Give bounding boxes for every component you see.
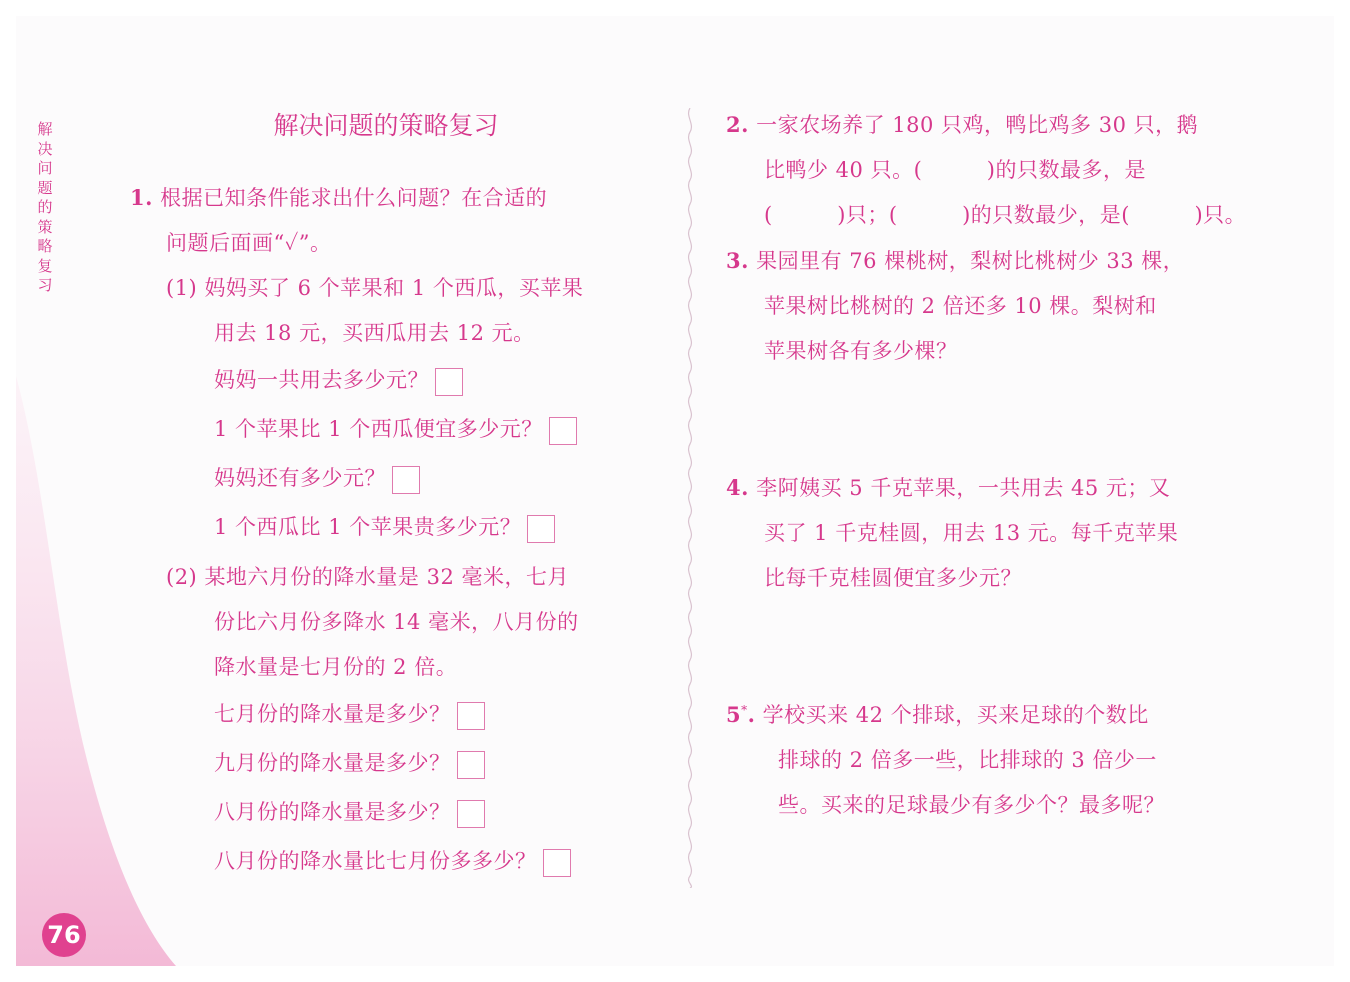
check-box[interactable]: [457, 800, 485, 828]
q1-stem-line1: 1. 根据已知条件能求出什么问题？在合适的: [130, 185, 548, 210]
q4-line2: 买了 1 千克桂圆，用去 13 元。每千克苹果: [764, 521, 1179, 545]
q3-line1: 3. 果园里有 76 棵桃树，梨树比桃树少 33 棵，: [726, 248, 1185, 273]
side-chapter-label: 解 决 问 题 的 策 略 复 习: [37, 120, 53, 294]
q1-part1-item: 1 个苹果比 1 个西瓜便宜多少元？: [214, 413, 577, 445]
q5-line3: 些。买来的足球最少有多少个？最多呢？: [778, 793, 1165, 817]
q3-line3: 苹果树各有多少棵？: [764, 339, 958, 363]
check-box[interactable]: [527, 515, 555, 543]
q1-part1-item: 1 个西瓜比 1 个苹果贵多少元？: [214, 511, 555, 543]
q1-stem-line2: 问题后面画“✓”。: [166, 231, 332, 255]
q1-part2-line3: 降水量是七月份的 2 倍。: [214, 655, 458, 679]
page-title: 解决问题的策略复习: [273, 111, 499, 140]
q1-part2-item: 八月份的降水量是多少？: [214, 796, 485, 828]
q4-line1: 4. 李阿姨买 5 千克苹果，一共用去 45 元；又: [726, 475, 1171, 500]
check-box[interactable]: [392, 466, 420, 494]
q1-part2-item: 八月份的降水量比七月份多多少？: [214, 845, 571, 877]
q4-line3: 比每千克桂圆便宜多少元？: [764, 566, 1022, 590]
check-box[interactable]: [457, 751, 485, 779]
q2-line2: 比鸭少 40 只。( )的只数最多，是: [764, 158, 1146, 182]
q1-part2-line2: 份比六月份多降水 14 毫米，八月份的: [214, 610, 579, 634]
q4-number: 4.: [726, 475, 749, 500]
check-box[interactable]: [549, 417, 577, 445]
q5-line1: 5*. 学校买来 42 个排球，买来足球的个数比: [726, 702, 1149, 727]
q2-line3: ( )只；( )的只数最少，是( )只。: [764, 203, 1247, 227]
check-box[interactable]: [457, 702, 485, 730]
workbook-page: [16, 16, 1334, 966]
q1-part1-line1: (1) 妈妈买了 6 个苹果和 1 个西瓜，买苹果: [166, 276, 584, 300]
page-number-badge: 76: [42, 913, 86, 957]
q1-part2-item: 七月份的降水量是多少？: [214, 698, 485, 730]
check-box[interactable]: [543, 849, 571, 877]
q3-line2: 苹果树比桃树的 2 倍还多 10 棵。梨树和: [764, 294, 1157, 318]
column-divider: [684, 108, 696, 888]
q1-part1-item: 妈妈还有多少元？: [214, 462, 420, 494]
q2-number: 2.: [726, 112, 749, 137]
q5-number: 5*.: [726, 702, 756, 727]
q1-part1-item: 妈妈一共用去多少元？: [214, 364, 463, 396]
check-box[interactable]: [435, 368, 463, 396]
q2-line1: 2. 一家农场养了 180 只鸡，鸭比鸡多 30 只，鹅: [726, 112, 1199, 137]
q1-part2-line1: (2) 某地六月份的降水量是 32 毫米，七月: [166, 565, 570, 589]
q3-number: 3.: [726, 248, 749, 273]
q5-line2: 排球的 2 倍多一些，比排球的 3 倍少一: [778, 748, 1157, 772]
q1-number: 1.: [130, 185, 153, 210]
q1-part1-line2: 用去 18 元，买西瓜用去 12 元。: [214, 321, 535, 345]
q1-part2-item: 九月份的降水量是多少？: [214, 747, 485, 779]
